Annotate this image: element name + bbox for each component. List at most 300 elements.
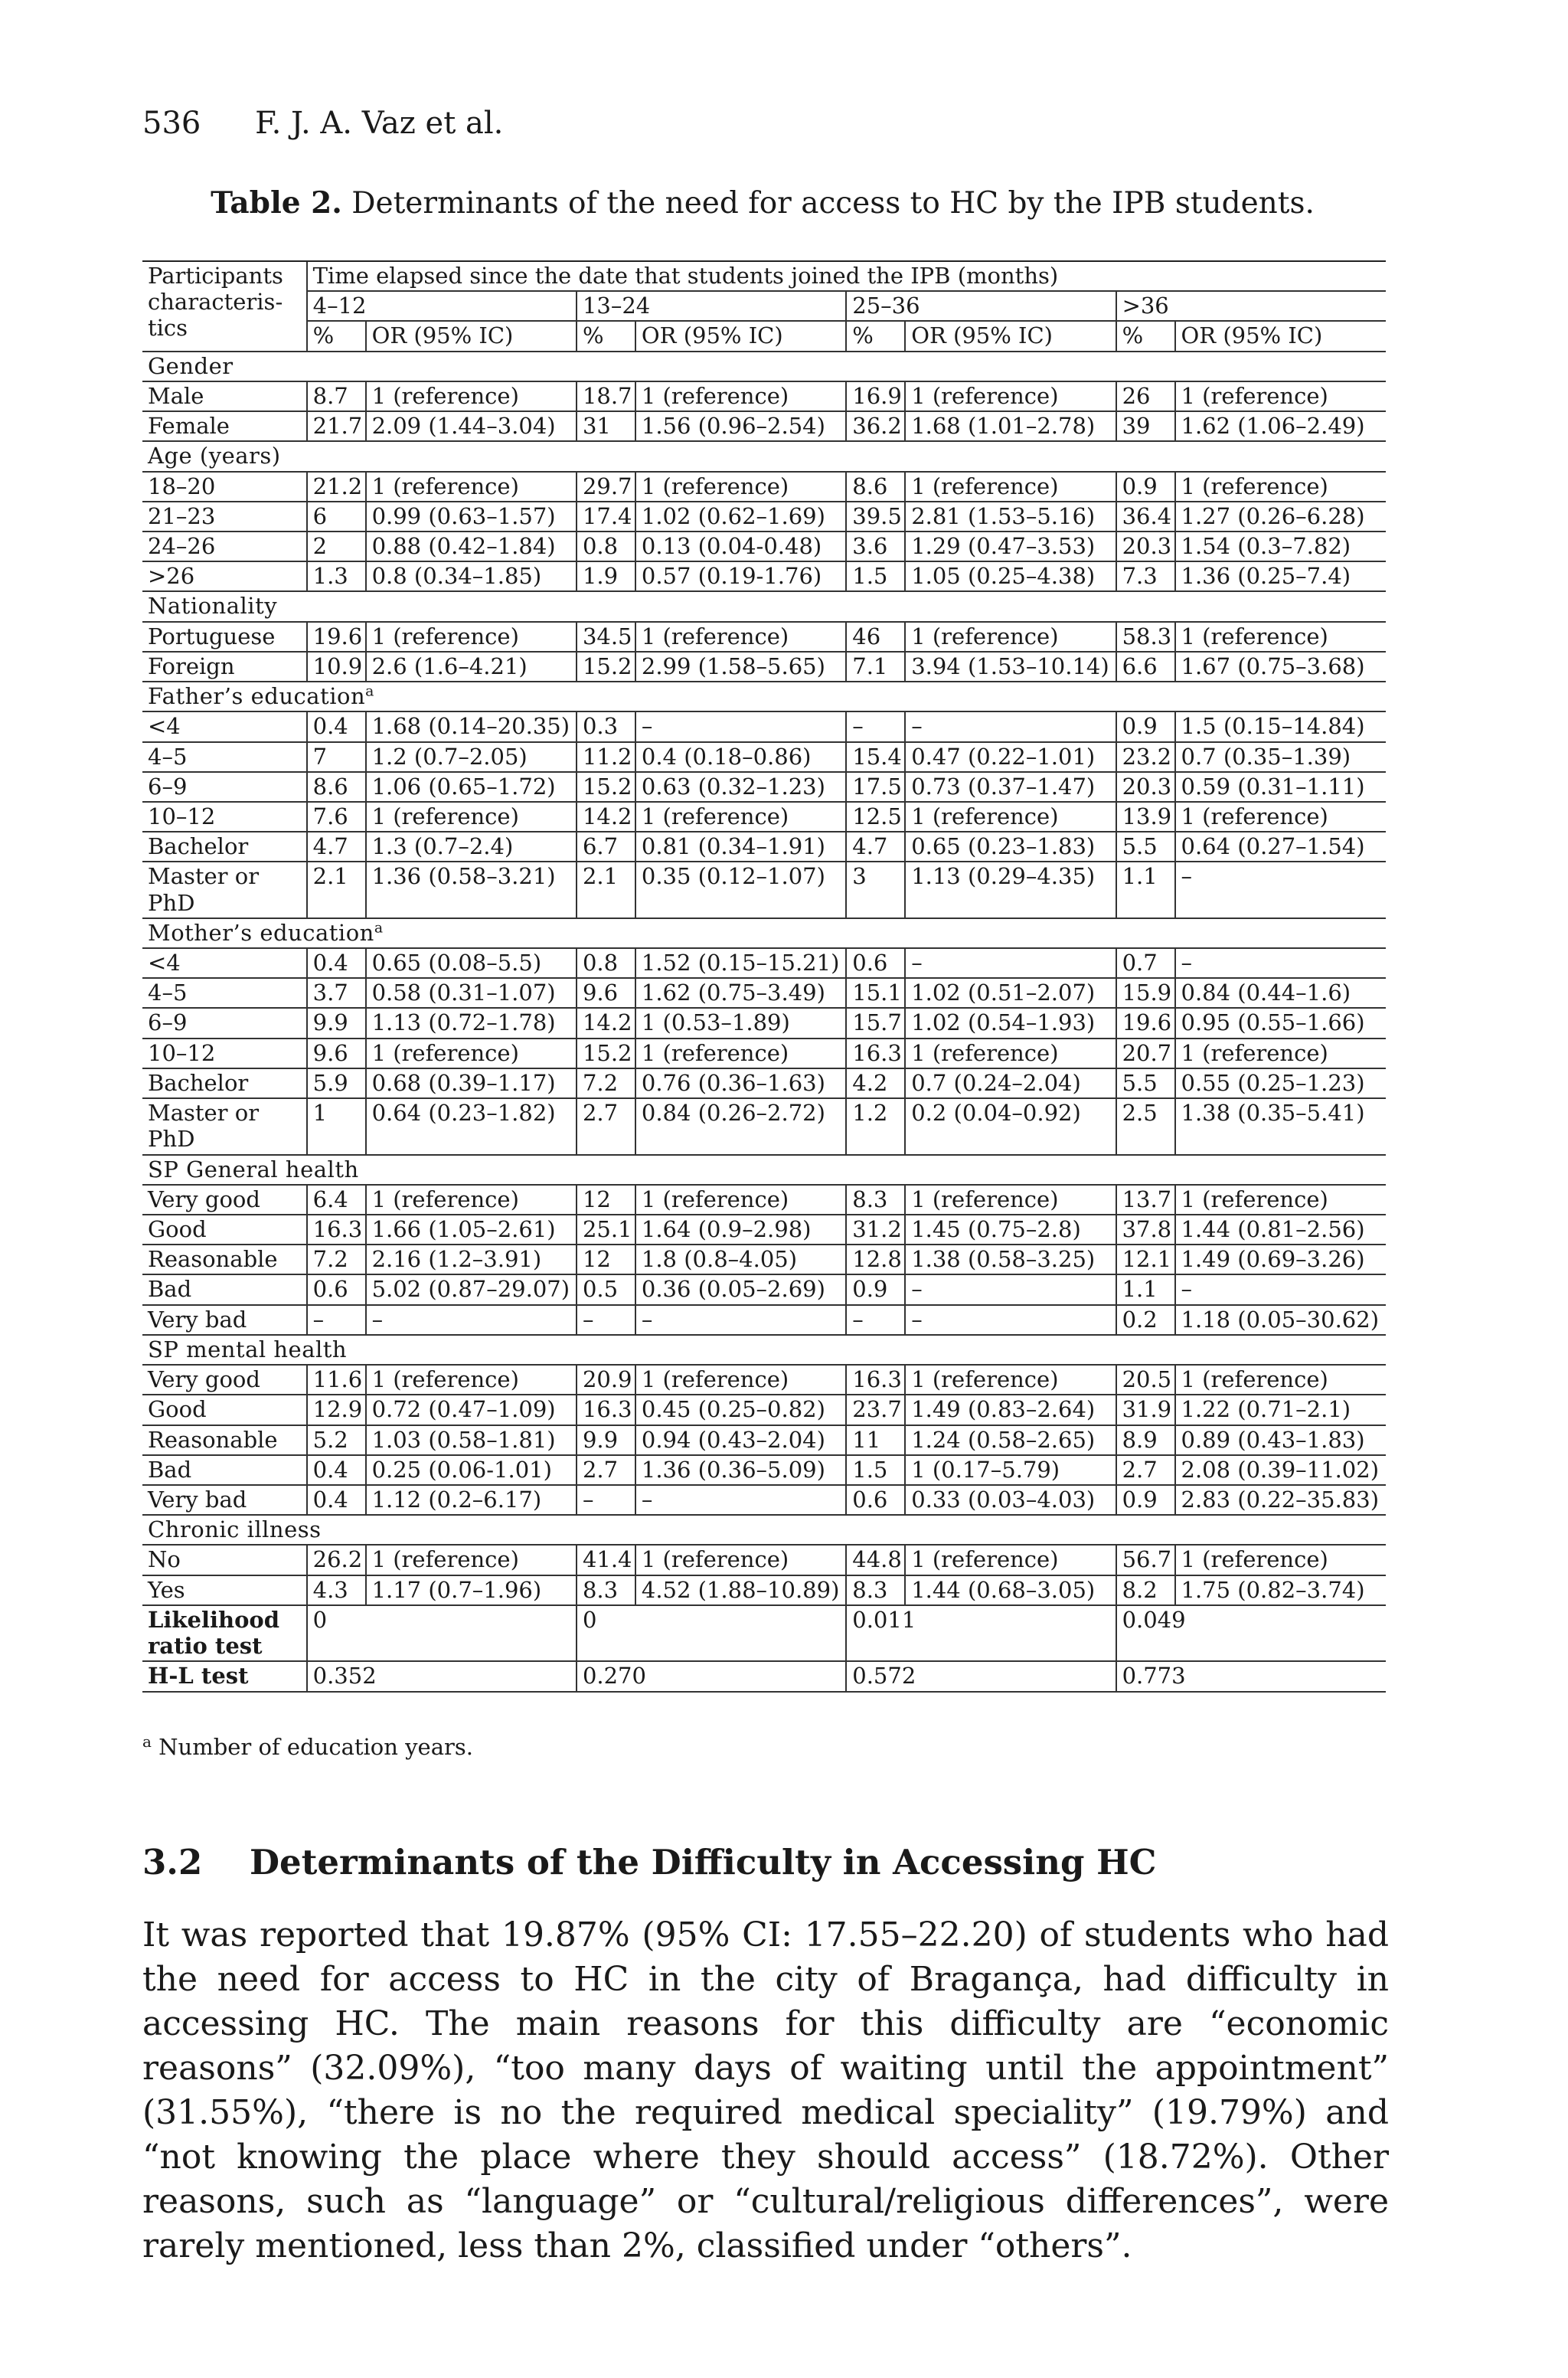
or-cell: – (366, 1305, 577, 1335)
summary-value: 0.270 (577, 1661, 846, 1691)
or-cell: 1.8 (0.8–4.05) (635, 1245, 846, 1274)
or-cell: 1 (reference) (635, 1039, 846, 1068)
or-cell: 1 (reference) (905, 1185, 1116, 1215)
summary-value: 0.011 (846, 1605, 1116, 1661)
row-label: Good (142, 1215, 307, 1245)
pct-cell: 2.1 (577, 862, 635, 918)
section-title: Gender (142, 352, 1386, 381)
or-cell: 0.55 (0.25–1.23) (1175, 1068, 1387, 1098)
section-title: Father’s education$^a$ (142, 682, 1386, 711)
or-cell: 0.25 (0.06-1.01) (366, 1455, 577, 1485)
or-cell: 2.16 (1.2–3.91) (366, 1245, 577, 1274)
table-row (142, 802, 1386, 832)
pct-header: % (307, 321, 366, 351)
row-label: Bad (142, 1455, 307, 1485)
or-cell: – (1175, 862, 1387, 918)
pct-cell: 0.9 (1116, 472, 1175, 502)
table-row (142, 1575, 1386, 1605)
or-cell: 1.18 (0.05–30.62) (1175, 1305, 1387, 1335)
or-header: OR (95% IC) (1175, 321, 1387, 351)
or-cell: 1 (reference) (366, 622, 577, 652)
or-cell: 1.56 (0.96–2.54) (635, 411, 846, 441)
or-cell: 0.65 (0.08–5.5) (366, 948, 577, 978)
row-label: 10–12 (142, 802, 307, 832)
or-cell: 1.38 (0.58–3.25) (905, 1245, 1116, 1274)
pct-cell: 1.5 (846, 561, 905, 591)
or-cell: 2.81 (1.53–5.16) (905, 502, 1116, 532)
pct-cell: 6.4 (307, 1185, 366, 1215)
or-cell: 1 (reference) (366, 1545, 577, 1575)
section-row (142, 591, 1386, 621)
or-cell: 1.24 (0.58–2.65) (905, 1425, 1116, 1455)
pct-cell: 5.9 (307, 1068, 366, 1098)
pct-cell: 0.6 (846, 948, 905, 978)
pct-cell: 0.7 (1116, 948, 1175, 978)
pct-cell: 0.5 (577, 1274, 635, 1304)
pct-cell: 36.4 (1116, 502, 1175, 532)
pct-cell: 0.9 (1116, 1485, 1175, 1515)
or-cell: 1 (reference) (635, 1545, 846, 1575)
or-cell: 0.68 (0.39–1.17) (366, 1068, 577, 1098)
or-cell: 1 (reference) (635, 381, 846, 411)
page-number: 536 (142, 106, 201, 141)
or-cell: 1.44 (0.68–3.05) (905, 1575, 1116, 1605)
section-title: SP General health (142, 1155, 1386, 1185)
or-cell: 1.13 (0.72–1.78) (366, 1008, 577, 1038)
or-cell: 0.84 (0.26–2.72) (635, 1098, 846, 1154)
table-row (142, 1395, 1386, 1425)
or-cell: 0.13 (0.04-0.48) (635, 532, 846, 561)
table-row (142, 381, 1386, 411)
pct-cell: 20.3 (1116, 772, 1175, 802)
or-cell: 1 (reference) (1175, 1039, 1387, 1068)
table-caption-label: Table 2. (211, 185, 342, 221)
or-cell: 1.75 (0.82–3.74) (1175, 1575, 1387, 1605)
or-cell: 1.22 (0.71–2.1) (1175, 1395, 1387, 1425)
pct-cell: 17.5 (846, 772, 905, 802)
or-cell: 1 (reference) (366, 1039, 577, 1068)
or-cell: 1.02 (0.51–2.07) (905, 978, 1116, 1008)
pct-cell: 16.3 (577, 1395, 635, 1425)
pct-cell: 20.3 (1116, 532, 1175, 561)
or-cell: 1 (0.53–1.89) (635, 1008, 846, 1038)
pct-cell: 8.3 (846, 1575, 905, 1605)
pct-cell: 8.6 (307, 772, 366, 802)
pct-cell: 58.3 (1116, 622, 1175, 652)
table-row (142, 832, 1386, 862)
or-cell: 1.12 (0.2–6.17) (366, 1485, 577, 1515)
table-row (142, 411, 1386, 441)
pct-cell: 7.2 (577, 1068, 635, 1098)
pct-cell: 34.5 (577, 622, 635, 652)
or-cell: 1.66 (1.05–2.61) (366, 1215, 577, 1245)
pct-cell: 36.2 (846, 411, 905, 441)
group-header: >36 (1116, 291, 1386, 321)
pct-cell: 15.4 (846, 742, 905, 772)
table-row (142, 742, 1386, 772)
or-cell: 1 (reference) (1175, 1545, 1387, 1575)
row-label: 6–9 (142, 772, 307, 802)
summary-value: 0 (307, 1605, 577, 1661)
body-paragraph: It was reported that 19.87% (95% CI: 17.55–22.20) of students who had the need for access to HC in the city of Bragança, had difficulty in accessing HC. The main reasons for this difficulty are “economic reasons” (32.09%), “too many days of waiting until the appointment” (31.55%), “there is no the required medical speciality” (19.79%) and “not knowing the place where they should access” (18.72%). Other reasons, such as “language” or “cultural/religious differences”, were rarely mentioned, less than 2%, classified under “others”. (142, 1915, 1389, 2265)
section-title: SP mental health (142, 1335, 1386, 1365)
section-row (142, 441, 1386, 471)
or-cell: 1.13 (0.29–4.35) (905, 862, 1116, 918)
or-cell: 1 (reference) (905, 1039, 1116, 1068)
pct-cell: 1.5 (846, 1455, 905, 1485)
table-row (142, 1455, 1386, 1485)
or-cell: 1.03 (0.58–1.81) (366, 1425, 577, 1455)
or-cell: 1 (reference) (635, 1185, 846, 1215)
pct-cell: 4.3 (307, 1575, 366, 1605)
pct-cell: 15.2 (577, 652, 635, 682)
or-cell: 1.49 (0.69–3.26) (1175, 1245, 1387, 1274)
pct-cell: 0.9 (846, 1274, 905, 1304)
or-cell: 1 (reference) (366, 1185, 577, 1215)
pct-cell: 1.1 (1116, 1274, 1175, 1304)
or-cell: 1.2 (0.7–2.05) (366, 742, 577, 772)
determinants-table (142, 260, 1386, 1693)
row-label: Master or PhD (142, 862, 307, 918)
table-row (142, 502, 1386, 532)
or-cell: 2.09 (1.44–3.04) (366, 411, 577, 441)
or-cell: 0.88 (0.42–1.84) (366, 532, 577, 561)
pct-cell: 15.9 (1116, 978, 1175, 1008)
or-cell: – (905, 711, 1116, 741)
pct-cell: 8.3 (577, 1575, 635, 1605)
or-cell: 1 (0.17–5.79) (905, 1455, 1116, 1485)
table-row (142, 472, 1386, 502)
pct-cell: 15.1 (846, 978, 905, 1008)
or-cell: 1.67 (0.75–3.68) (1175, 652, 1387, 682)
or-cell: 1 (reference) (1175, 1185, 1387, 1215)
or-cell: 1 (reference) (366, 1365, 577, 1395)
pct-cell: 9.9 (307, 1008, 366, 1038)
pct-cell: 2.7 (577, 1455, 635, 1485)
or-cell: 0.64 (0.27–1.54) (1175, 832, 1387, 862)
pct-cell: 2.7 (1116, 1455, 1175, 1485)
or-cell: 1.5 (0.15–14.84) (1175, 711, 1387, 741)
or-cell: 1.44 (0.81–2.56) (1175, 1215, 1387, 1245)
section-heading (142, 1842, 1156, 1882)
row-label: Yes (142, 1575, 307, 1605)
pct-header: % (1116, 321, 1175, 351)
pct-cell: 23.2 (1116, 742, 1175, 772)
pct-cell: 8.9 (1116, 1425, 1175, 1455)
row-label: <4 (142, 948, 307, 978)
pct-cell: 13.9 (1116, 802, 1175, 832)
pct-cell: 5.5 (1116, 832, 1175, 862)
or-cell: 1.36 (0.25–7.4) (1175, 561, 1387, 591)
pct-cell: 3.6 (846, 532, 905, 561)
or-cell: 0.63 (0.32–1.23) (635, 772, 846, 802)
or-cell: 1.06 (0.65–1.72) (366, 772, 577, 802)
pct-cell: 7.2 (307, 1245, 366, 1274)
row-label: Bachelor (142, 1068, 307, 1098)
pct-cell: 0.4 (307, 711, 366, 741)
or-cell: 0.35 (0.12–1.07) (635, 862, 846, 918)
or-cell: 1.64 (0.9–2.98) (635, 1215, 846, 1245)
or-cell: 1.45 (0.75–2.8) (905, 1215, 1116, 1245)
row-label: Female (142, 411, 307, 441)
table-row (142, 1545, 1386, 1575)
table-row (142, 711, 1386, 741)
row-label: Bachelor (142, 832, 307, 862)
or-cell: – (1175, 1274, 1387, 1304)
pct-cell: 1.9 (577, 561, 635, 591)
pct-cell: 0.8 (577, 948, 635, 978)
or-cell: 1 (reference) (905, 1365, 1116, 1395)
or-cell: 3.94 (1.53–10.14) (905, 652, 1116, 682)
table-row (142, 1039, 1386, 1068)
pct-cell: 0.6 (307, 1274, 366, 1304)
or-cell: 0.4 (0.18–0.86) (635, 742, 846, 772)
pct-cell: 16.3 (846, 1039, 905, 1068)
pct-cell: 31.2 (846, 1215, 905, 1245)
running-header (142, 106, 503, 141)
table-caption-text: Determinants of the need for access to HC by the IPB students. (351, 186, 1315, 221)
table-row (142, 1425, 1386, 1455)
pct-cell: 20.7 (1116, 1039, 1175, 1068)
row-label: Bad (142, 1274, 307, 1304)
table-row (142, 1305, 1386, 1335)
or-cell: 0.95 (0.55–1.66) (1175, 1008, 1387, 1038)
section-row (142, 1155, 1386, 1185)
pct-cell: 5.2 (307, 1425, 366, 1455)
row-label: >26 (142, 561, 307, 591)
table-row (142, 948, 1386, 978)
pct-cell: 6 (307, 502, 366, 532)
summary-value: 0.352 (307, 1661, 577, 1691)
pct-cell: 12.1 (1116, 1245, 1175, 1274)
table-row (142, 1098, 1386, 1154)
pct-cell: 20.5 (1116, 1365, 1175, 1395)
or-cell: 1 (reference) (635, 1365, 846, 1395)
pct-cell: 9.9 (577, 1425, 635, 1455)
section-title: Nationality (142, 591, 1386, 621)
table-row (142, 1485, 1386, 1515)
pct-cell: 21.7 (307, 411, 366, 441)
row-label: Very good (142, 1365, 307, 1395)
pct-cell: 4.7 (307, 832, 366, 862)
or-cell: – (635, 1485, 846, 1515)
pct-cell: 2.7 (577, 1098, 635, 1154)
pct-cell: 2 (307, 532, 366, 561)
or-cell: 1.02 (0.62–1.69) (635, 502, 846, 532)
pct-cell: 56.7 (1116, 1545, 1175, 1575)
or-cell: 1.54 (0.3–7.82) (1175, 532, 1387, 561)
or-cell: – (635, 711, 846, 741)
or-header: OR (95% IC) (905, 321, 1116, 351)
or-cell: 1 (reference) (905, 622, 1116, 652)
pct-cell: 39 (1116, 411, 1175, 441)
pct-cell: 31 (577, 411, 635, 441)
or-cell: 0.65 (0.23–1.83) (905, 832, 1116, 862)
summary-value: 0.049 (1116, 1605, 1386, 1661)
pct-cell: 2.1 (307, 862, 366, 918)
pct-cell: 11 (846, 1425, 905, 1455)
or-cell: 0.47 (0.22–1.01) (905, 742, 1116, 772)
table-row (142, 1185, 1386, 1215)
table-row (142, 1365, 1386, 1395)
pct-cell: 16.3 (307, 1215, 366, 1245)
pct-cell: 8.7 (307, 381, 366, 411)
table-row (142, 862, 1386, 918)
or-cell: – (905, 1305, 1116, 1335)
or-cell: 0.73 (0.37–1.47) (905, 772, 1116, 802)
row-label: 4–5 (142, 742, 307, 772)
or-cell: 1 (reference) (1175, 472, 1387, 502)
row-label: 10–12 (142, 1039, 307, 1068)
or-cell: 1.17 (0.7–1.96) (366, 1575, 577, 1605)
pct-cell: 9.6 (577, 978, 635, 1008)
pct-cell: 8.6 (846, 472, 905, 502)
or-cell: 0.36 (0.05–2.69) (635, 1274, 846, 1304)
or-cell: 1 (reference) (905, 381, 1116, 411)
pct-cell: 21.2 (307, 472, 366, 502)
section-title: Chronic illness (142, 1515, 1386, 1545)
pct-cell: 7.3 (1116, 561, 1175, 591)
footnote-mark: a (142, 1732, 152, 1751)
pct-cell: 6.6 (1116, 652, 1175, 682)
or-cell: 1 (reference) (1175, 1365, 1387, 1395)
table-row (142, 772, 1386, 802)
pct-cell: 12.9 (307, 1395, 366, 1425)
pct-cell: 12.8 (846, 1245, 905, 1274)
or-cell: 2.6 (1.6–4.21) (366, 652, 577, 682)
or-cell: 0.94 (0.43–2.04) (635, 1425, 846, 1455)
pct-cell: 0.2 (1116, 1305, 1175, 1335)
pct-cell: 44.8 (846, 1545, 905, 1575)
pct-cell: 20.9 (577, 1365, 635, 1395)
running-authors: F. J. A. Vaz et al. (255, 106, 504, 141)
row-label: Very bad (142, 1485, 307, 1515)
row-label: 4–5 (142, 978, 307, 1008)
or-cell: 1.36 (0.58–3.21) (366, 862, 577, 918)
or-cell: 1 (reference) (1175, 381, 1387, 411)
pct-cell: 16.3 (846, 1365, 905, 1395)
pct-cell: 26 (1116, 381, 1175, 411)
row-label: Good (142, 1395, 307, 1425)
or-cell: 1 (reference) (1175, 622, 1387, 652)
pct-cell: – (577, 1485, 635, 1515)
table-row (142, 532, 1386, 561)
summary-value: 0.773 (1116, 1661, 1386, 1691)
or-cell: 2.83 (0.22–35.83) (1175, 1485, 1387, 1515)
or-cell: 1.29 (0.47–3.53) (905, 532, 1116, 561)
row-label: Very good (142, 1185, 307, 1215)
pct-cell: 3.7 (307, 978, 366, 1008)
pct-cell: – (307, 1305, 366, 1335)
pct-cell: 11.6 (307, 1365, 366, 1395)
or-cell: 0.57 (0.19-1.76) (635, 561, 846, 591)
pct-cell: 37.8 (1116, 1215, 1175, 1245)
or-cell: 1 (reference) (635, 472, 846, 502)
or-cell: 1.68 (0.14–20.35) (366, 711, 577, 741)
pct-cell: 0.4 (307, 948, 366, 978)
pct-cell: 18.7 (577, 381, 635, 411)
summary-row (142, 1661, 1386, 1691)
summary-label: Likelihood ratio test (142, 1605, 307, 1661)
footnote-text: Number of education years. (158, 1734, 473, 1760)
group-header: 4–12 (307, 291, 577, 321)
group-header: 25–36 (846, 291, 1116, 321)
or-cell: 0.8 (0.34–1.85) (366, 561, 577, 591)
row-label: <4 (142, 711, 307, 741)
or-cell: 1.62 (0.75–3.49) (635, 978, 846, 1008)
or-cell: 4.52 (1.88–10.89) (635, 1575, 846, 1605)
or-cell: – (1175, 948, 1387, 978)
pct-cell: 14.2 (577, 1008, 635, 1038)
or-cell: 1 (reference) (905, 472, 1116, 502)
or-cell: 0.89 (0.43–1.83) (1175, 1425, 1387, 1455)
table-row (142, 1274, 1386, 1304)
row-label: Male (142, 381, 307, 411)
pct-cell: 8.3 (846, 1185, 905, 1215)
table-caption (142, 185, 1383, 221)
pct-header: % (846, 321, 905, 351)
pct-cell: 17.4 (577, 502, 635, 532)
footnote-ref: a (365, 683, 374, 700)
or-cell: 1 (reference) (366, 802, 577, 832)
or-cell: 0.99 (0.63–1.57) (366, 502, 577, 532)
pct-header: % (577, 321, 635, 351)
pct-cell: 4.7 (846, 832, 905, 862)
pct-cell: 0.4 (307, 1485, 366, 1515)
or-header: OR (95% IC) (635, 321, 846, 351)
pct-cell: – (846, 711, 905, 741)
pct-cell: – (577, 1305, 635, 1335)
or-cell: 5.02 (0.87–29.07) (366, 1274, 577, 1304)
or-cell: – (905, 1274, 1116, 1304)
or-cell: 1.27 (0.26–6.28) (1175, 502, 1387, 532)
or-cell: 1.68 (1.01–2.78) (905, 411, 1116, 441)
pct-cell: 5.5 (1116, 1068, 1175, 1098)
or-cell: – (905, 948, 1116, 978)
row-label: Portuguese (142, 622, 307, 652)
summary-value: 0 (577, 1605, 846, 1661)
pct-cell: 0.4 (307, 1455, 366, 1485)
pct-cell: 46 (846, 622, 905, 652)
or-cell: 0.59 (0.31–1.11) (1175, 772, 1387, 802)
pct-cell: 29.7 (577, 472, 635, 502)
pct-cell: 13.7 (1116, 1185, 1175, 1215)
table-footnote (142, 1732, 473, 1760)
table-row (142, 622, 1386, 652)
row-label: Foreign (142, 652, 307, 682)
section-title: Mother’s education$^a$ (142, 918, 1386, 948)
section-row (142, 1515, 1386, 1545)
table-row (142, 561, 1386, 591)
table-row (142, 1215, 1386, 1245)
section-row (142, 352, 1386, 381)
or-cell: 1.02 (0.54–1.93) (905, 1008, 1116, 1038)
pct-cell: 23.7 (846, 1395, 905, 1425)
pct-cell: 0.3 (577, 711, 635, 741)
or-cell: 0.84 (0.44–1.6) (1175, 978, 1387, 1008)
pct-cell: 26.2 (307, 1545, 366, 1575)
or-cell: 2.99 (1.58–5.65) (635, 652, 846, 682)
pct-cell: 4.2 (846, 1068, 905, 1098)
row-label: 18–20 (142, 472, 307, 502)
pct-cell: 0.8 (577, 532, 635, 561)
or-cell: 1.49 (0.83–2.64) (905, 1395, 1116, 1425)
pct-cell: 15.2 (577, 1039, 635, 1068)
or-cell: 1 (reference) (905, 802, 1116, 832)
span-header: Time elapsed since the date that students joined the IPB (months) (307, 261, 1386, 291)
summary-label: H-L test (142, 1661, 307, 1691)
pct-cell: 10.9 (307, 652, 366, 682)
